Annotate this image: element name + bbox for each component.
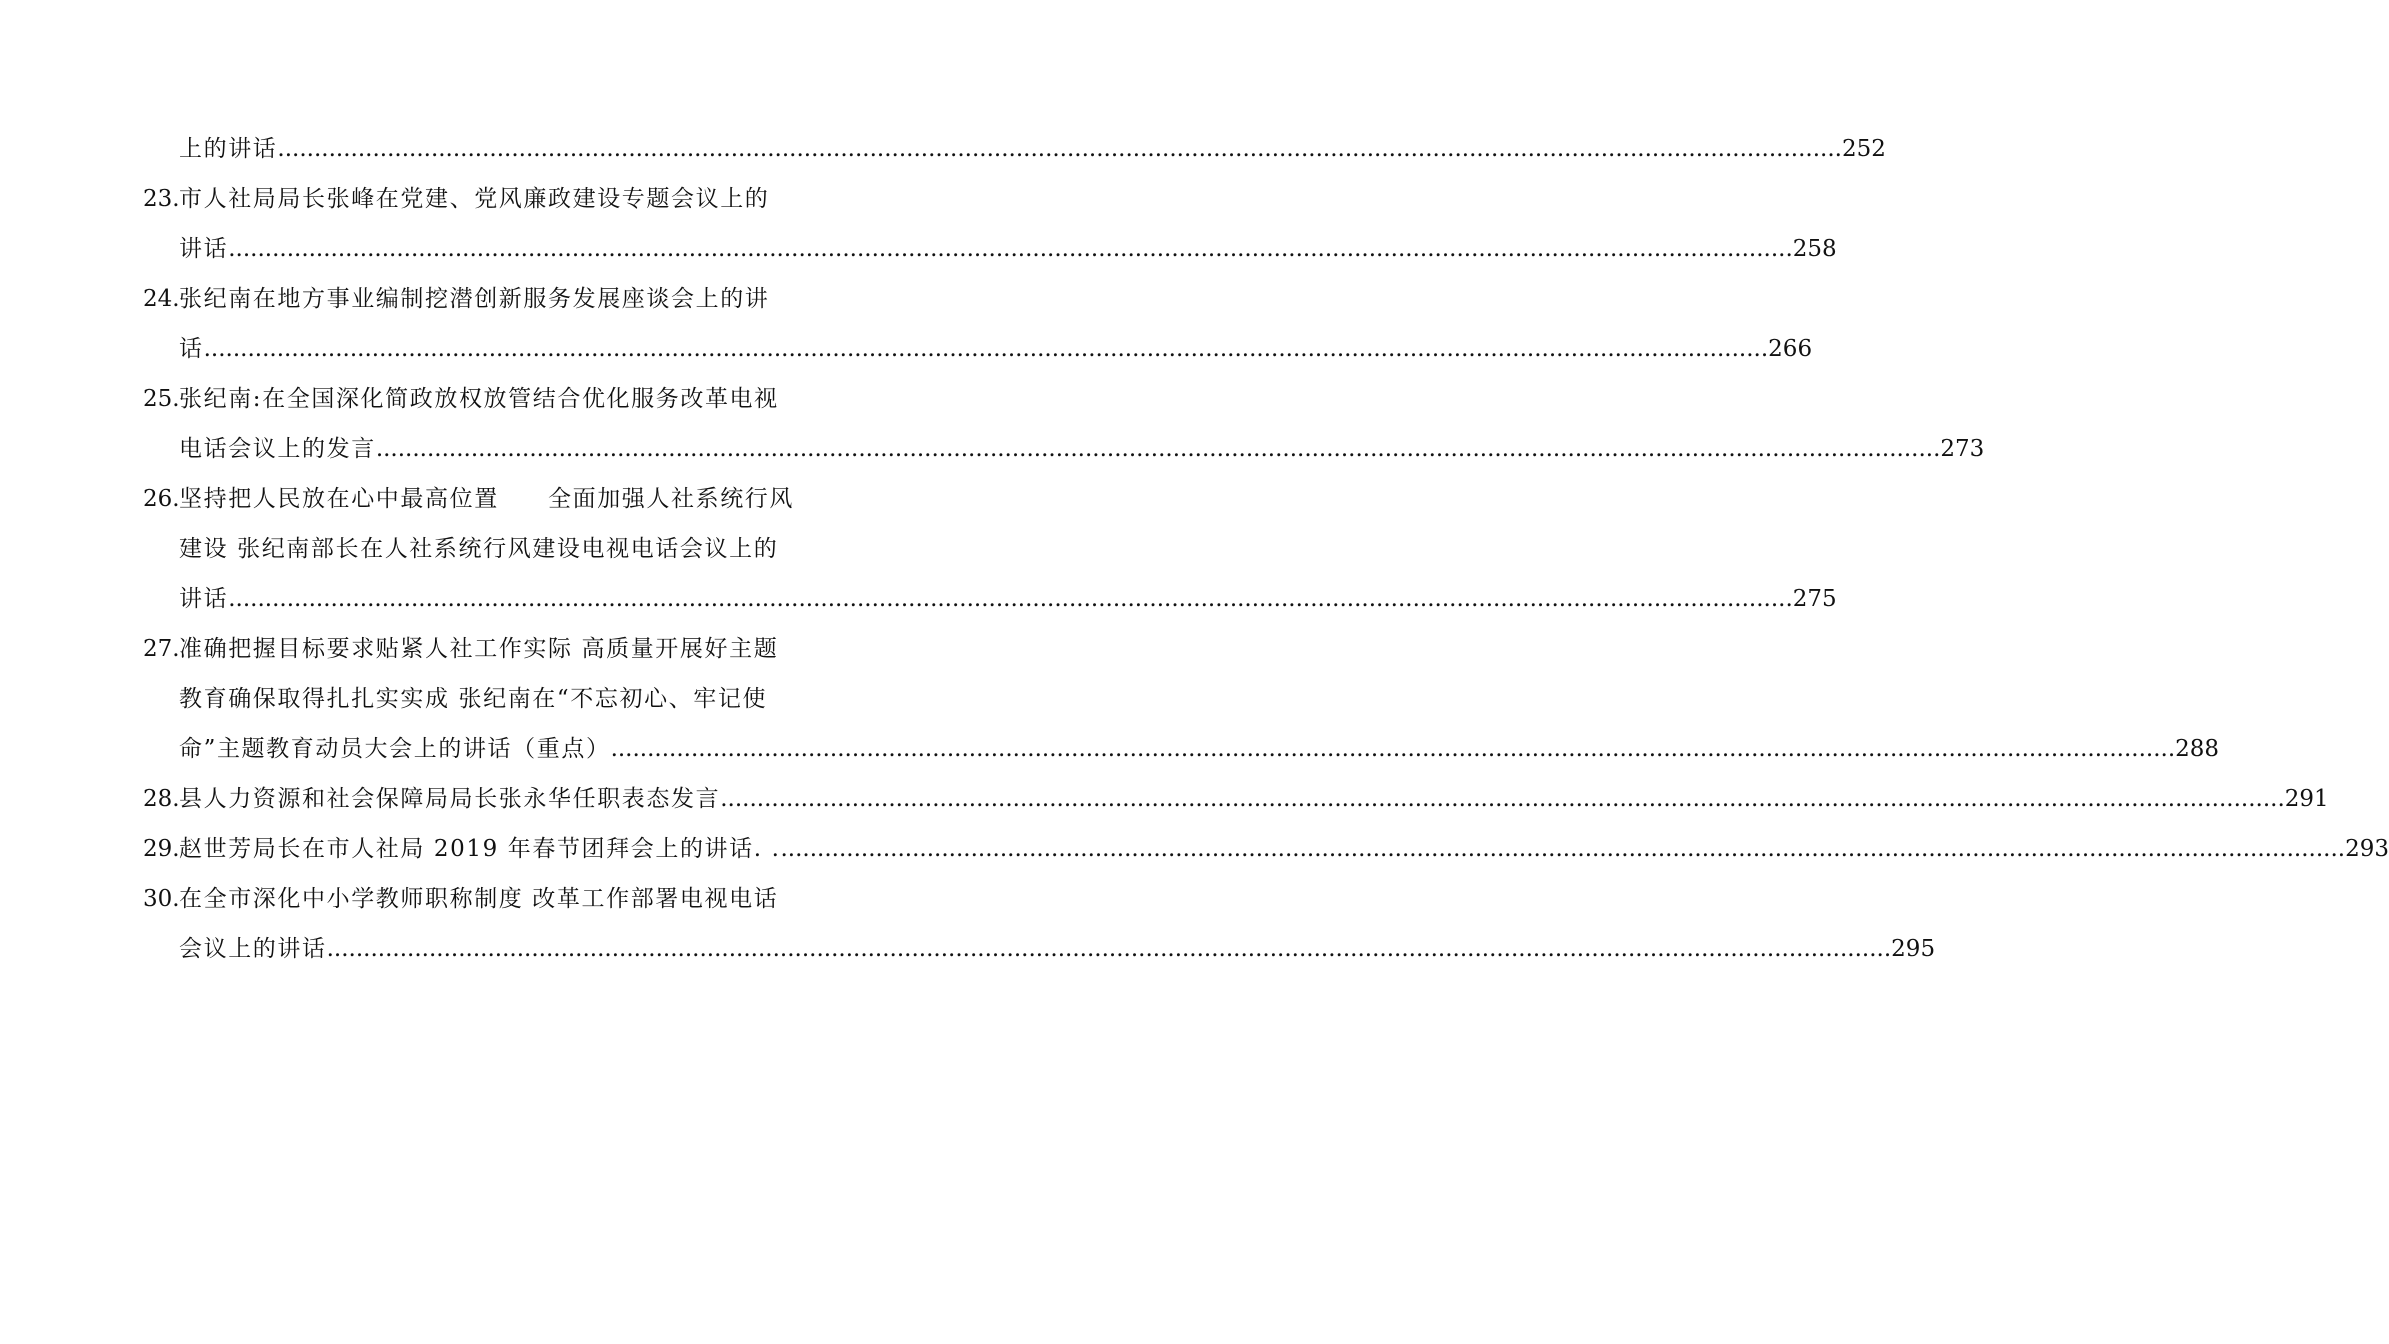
toc-dot-leader [376,424,1941,474]
toc-dot-leader [204,324,1769,374]
toc-entry-line[interactable] [143,274,805,324]
toc-dot-leader [781,824,2346,874]
toc-dot-leader [277,124,1842,174]
toc-dot-leader [327,924,1892,974]
toc-page-number: 295 [1891,936,1936,962]
toc-leader-group [179,124,1886,174]
toc-leader-group [179,424,1984,474]
toc-entry-title: 县人力资源和社会保障局局长张永华任职表态发言 [179,786,721,812]
toc-leader-group [179,774,2329,824]
toc-dot-leader [228,574,1793,624]
toc-entry-title: 电话会议上的发言 [179,436,376,462]
toc-entry-line[interactable] [143,174,805,224]
toc-entry-number: 23. [143,186,180,212]
toc-entry-title: 命”主题教育动员大会上的讲话（重点） [179,736,611,762]
toc-entry-line[interactable] [143,624,805,674]
toc-entry-line[interactable] [143,374,805,424]
toc-page-number: 288 [2175,736,2220,762]
toc-indent [143,124,179,174]
toc-entry-line[interactable] [143,124,1886,174]
toc-leader-group [179,224,1837,274]
toc-entry-title: 张纪南:在全国深化简政放权放管结合优化服务改革电视 [179,386,779,412]
toc-dot-leader [228,224,1793,274]
toc-entry-line[interactable] [143,474,805,524]
toc-indent [143,924,179,974]
toc-page-number: 293 [2345,836,2389,862]
table-of-contents [143,124,2389,974]
toc-leader-group [179,724,2219,774]
toc-indent [143,524,179,574]
toc-entry-line[interactable] [143,874,805,924]
toc-entry-line[interactable] [143,424,1985,474]
toc-indent [143,724,179,774]
toc-entry-title: 会议上的讲话 [179,936,327,962]
toc-entry-line[interactable] [143,524,805,574]
toc-entry-line[interactable] [143,574,1837,624]
toc-entry-title: 讲话 [179,586,229,612]
toc-entry-line[interactable] [143,324,1813,374]
toc-indent [143,574,179,624]
toc-entry-number: 27. [143,636,180,662]
toc-entry-number: 24. [143,286,180,312]
toc-entry-line[interactable] [143,224,1837,274]
toc-page-number: 266 [1768,336,1813,362]
toc-indent [143,424,179,474]
toc-entry-title: 准确把握目标要求贴紧人社工作实际 高质量开展好主题 [179,636,779,662]
toc-page-number: 252 [1841,136,1886,162]
toc-entry-title: 赵世芳局长在市人社局 2019 年春节团拜会上的讲话. . [179,836,781,862]
toc-entry-title: 话 [179,336,204,362]
toc-entry-title: 讲话 [179,236,229,262]
toc-indent [143,324,179,374]
toc-entry-number: 30. [143,886,180,912]
toc-entry-line[interactable] [143,924,1936,974]
toc-leader-group [179,824,2389,874]
toc-page-number: 273 [1940,436,1985,462]
toc-entry-number: 29. [143,836,180,862]
toc-leader-group [179,574,1837,624]
toc-entry-number: 26. [143,486,180,512]
toc-entry-title: 在全市深化中小学教师职称制度 改革工作部署电视电话 [179,886,779,912]
toc-leader-group [179,324,1812,374]
toc-leader-group [179,924,1935,974]
toc-page-number: 258 [1792,236,1837,262]
toc-page-number: 291 [2284,786,2329,812]
toc-entry-title: 上的讲话 [179,136,278,162]
toc-entry-line[interactable] [143,824,2389,874]
toc-entry-title: 坚持把人民放在心中最高位置 全面加强人社系统行风 [179,486,794,512]
toc-entry-number: 28. [143,786,180,812]
toc-indent [143,674,179,724]
toc-indent [143,224,179,274]
toc-entry-number: 25. [143,386,180,412]
toc-entry-line[interactable] [143,674,805,724]
toc-dot-leader [720,774,2285,824]
toc-dot-leader [611,724,2176,774]
toc-entry-title: 建设 张纪南部长在人社系统行风建设电视电话会议上的 [179,536,779,562]
toc-entry-line[interactable] [143,774,2329,824]
toc-entry-title: 张纪南在地方事业编制挖潜创新服务发展座谈会上的讲 [179,286,770,312]
toc-entry-title: 市人社局局长张峰在党建、党风廉政建设专题会议上的 [179,186,770,212]
toc-entry-line[interactable] [143,724,2220,774]
toc-entry-title: 教育确保取得扎扎实实成 张纪南在“不忘初心、牢记使 [179,686,768,712]
toc-page-number: 275 [1792,586,1837,612]
